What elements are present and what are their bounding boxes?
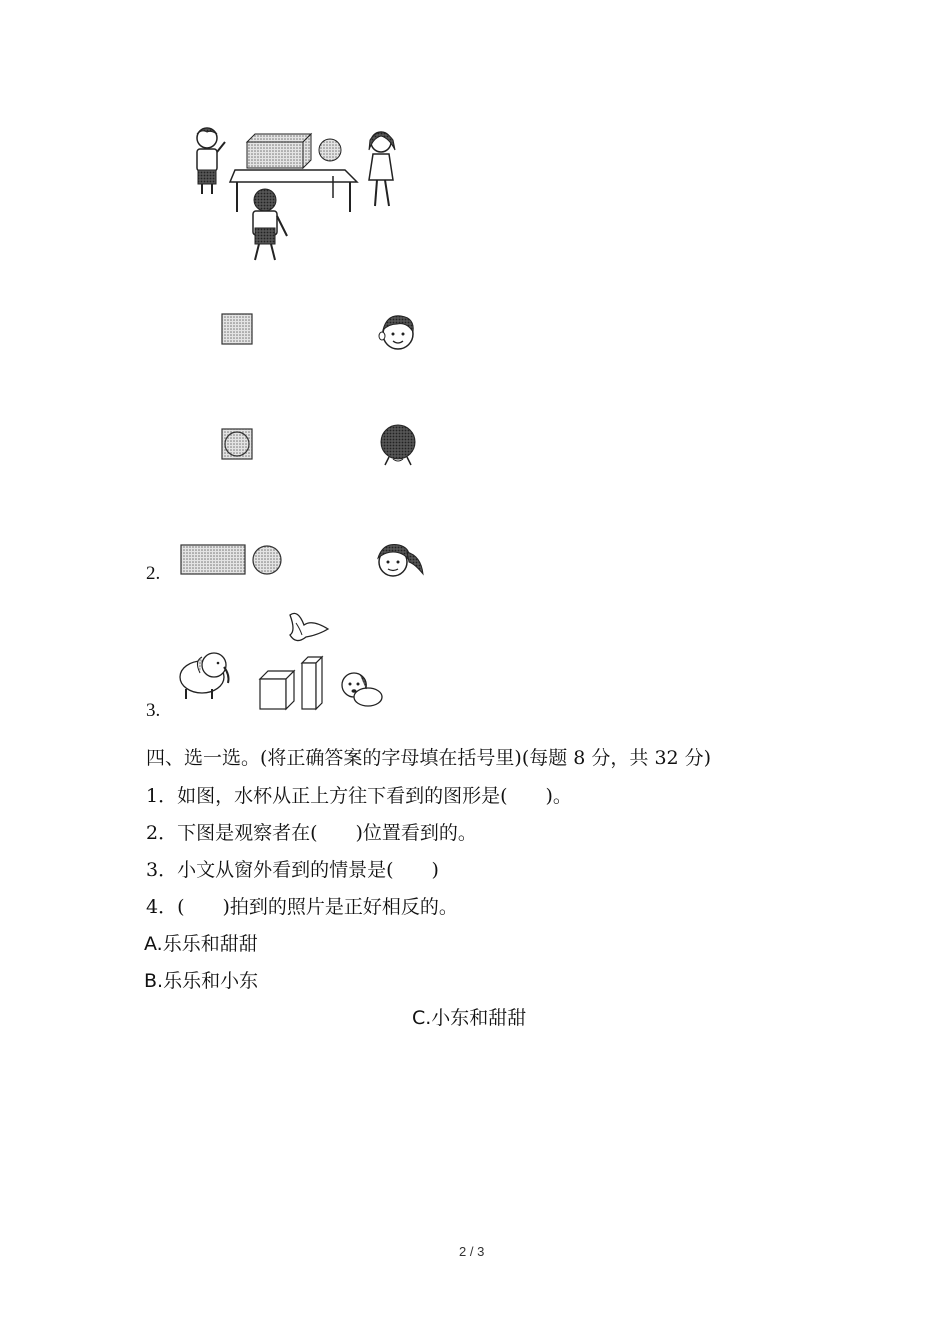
girl-right-figure (369, 132, 395, 206)
cube-block-icon (260, 671, 294, 709)
dog-icon (342, 673, 382, 706)
animals-blocks-illustration (172, 605, 388, 715)
answer-option-a: A.乐乐和甜甜 (144, 933, 258, 955)
boy-left-figure (197, 128, 225, 194)
elephant-icon (180, 653, 229, 699)
square-view-shape (221, 313, 253, 345)
boy-back-figure (253, 189, 287, 260)
bird-icon (290, 613, 328, 640)
figure-item-number: 2. (146, 563, 161, 584)
answer-option-c: C.小东和甜甜 (412, 1007, 527, 1029)
question-item: 3．小文从窗外看到的情景是( ) (146, 859, 439, 881)
answer-option-b: B.乐乐和小东 (144, 970, 259, 992)
rectangle-circle-view-shape (180, 543, 286, 577)
page-indicator: 2 / 3 (459, 1244, 485, 1259)
tall-prism-block-icon (302, 657, 322, 709)
boy-face-icon (377, 312, 419, 352)
section-heading: 四、选一选。(将正确答案的字母填在括号里)(每题 8 分，共 32 分) (146, 747, 712, 769)
girl-face-icon (373, 540, 425, 580)
head-back-icon (377, 423, 419, 467)
question-item: 2．下图是观察者在( )位置看到的。 (146, 822, 477, 844)
table-figure (230, 134, 357, 212)
square-circle-view-shape (221, 428, 253, 460)
question-item: 4．( )拍到的照片是正好相反的。 (146, 896, 458, 918)
question-item: 1．如图，水杯从正上方往下看到的图形是( )。 (146, 785, 572, 807)
figure-item-number: 3. (146, 700, 161, 721)
table-scene-illustration (185, 120, 425, 270)
